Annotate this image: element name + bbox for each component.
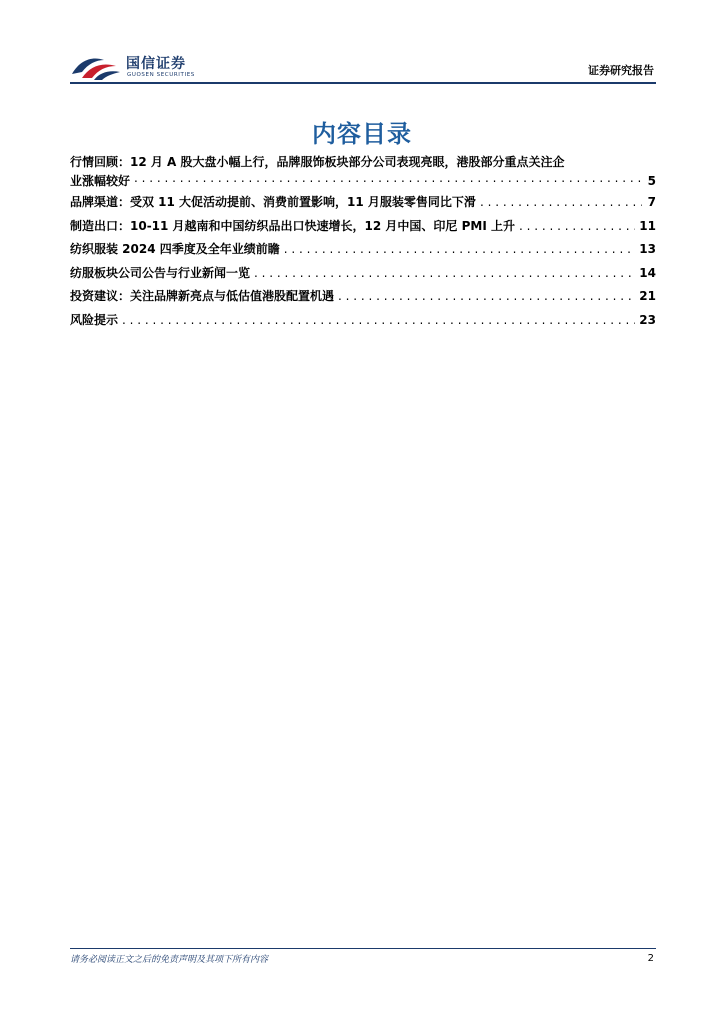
toc-entry-1-line-1[interactable]: 行情回顾：12 月 A 股大盘小幅上行，品牌服饰板块部分公司表现亮眼，港股部分重点关注企: [70, 155, 565, 169]
table-of-contents: [70, 153, 656, 332]
toc-entry-title: 业涨幅较好: [70, 174, 131, 188]
toc-entry-page: 14: [639, 265, 656, 280]
toc-entry-2[interactable]: [70, 191, 656, 215]
toc-entry-title: 纺织服装 2024 四季度及全年业绩前瞻: [70, 242, 280, 256]
toc-entry-page: 5: [647, 174, 656, 188]
toc-title: 内容目录: [312, 120, 412, 148]
toc-leader-dots: [338, 285, 635, 309]
toc-entry-page: 23: [639, 312, 656, 327]
guosen-logo-icon: [70, 52, 122, 82]
toc-entry-page: 13: [639, 242, 656, 256]
toc-leader-dots: [254, 262, 635, 286]
toc-leader-dots: [480, 191, 642, 215]
brand-name-cn: 国信证券: [126, 56, 186, 72]
toc-entry-4[interactable]: [70, 238, 656, 262]
toc-leader-dots: [519, 215, 635, 239]
toc-entry-title: 制造出口：10-11 月越南和中国纺织品出口快速增长，12 月中国、印尼 PMI 上升: [70, 218, 515, 233]
footer-divider: [70, 948, 656, 949]
toc-entry-5[interactable]: [70, 262, 656, 286]
report-type-label: 证券研究报告: [588, 64, 654, 77]
toc-entry-title: 品牌渠道：受双 11 大促活动提前、消费前置影响，11 月服装零售同比下滑: [70, 195, 476, 209]
toc-entry-1[interactable]: [70, 171, 656, 191]
guosen-logo: [70, 50, 270, 82]
toc-entry-title: 投资建议：关注品牌新亮点与低估值港股配置机遇: [70, 289, 335, 303]
toc-entry-title: 纺服板块公司公告与行业新闻一览: [70, 265, 251, 280]
header-divider: [70, 82, 656, 84]
toc-entry-page: 7: [647, 195, 656, 209]
toc-leader-dots: [284, 238, 636, 262]
toc-entry-page: 21: [639, 289, 656, 303]
toc-entry-3[interactable]: [70, 215, 656, 239]
page-header: [70, 50, 656, 82]
footer-disclaimer: 请务必阅读正文之后的免责声明及其项下所有内容: [70, 955, 269, 965]
toc-entry-6[interactable]: [70, 285, 656, 309]
toc-entry-page: 11: [639, 218, 656, 233]
toc-entry-title: 风险提示: [70, 312, 119, 327]
toc-leader-dots: [134, 168, 642, 192]
toc-leader-dots: [122, 309, 635, 333]
brand-name-en: GUOSEN SECURITIES: [127, 72, 195, 78]
toc-entry-7[interactable]: [70, 309, 656, 333]
page-number: 2: [647, 953, 654, 964]
